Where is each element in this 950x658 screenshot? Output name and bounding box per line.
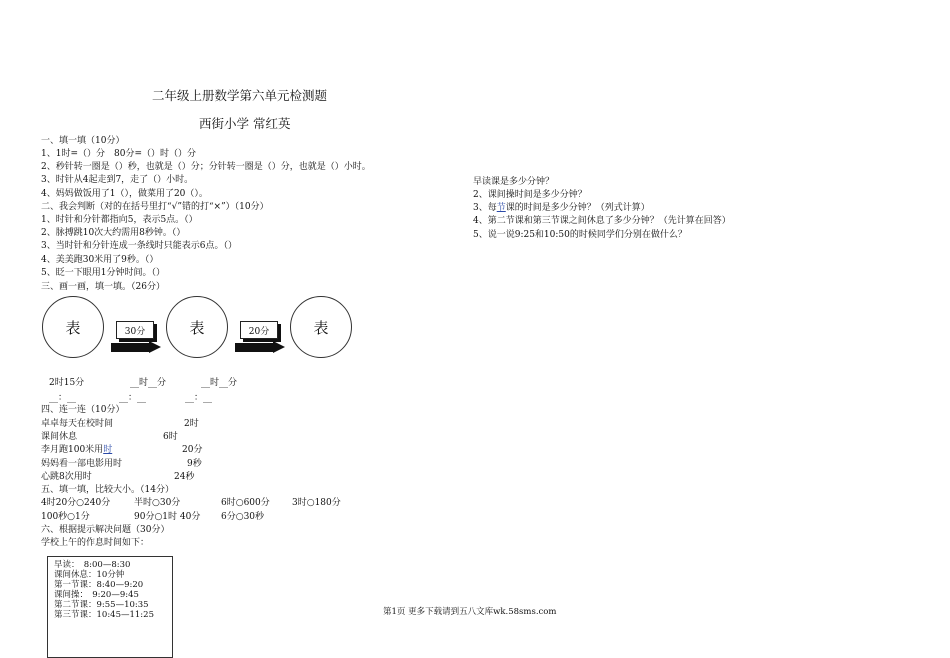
schedule-line: 第三节课：10:45—11:25 — [54, 610, 154, 620]
match-right-item: 20分 — [182, 445, 203, 455]
match-right-item: 9秒 — [187, 459, 202, 469]
compare-item: 3时○180分 — [292, 498, 341, 508]
arrow-shaft-2 — [235, 343, 273, 352]
section2-heading: 二、我会判断（对的在括号里打“√”错的打“×”）（10分） — [41, 202, 269, 212]
link-word: 时 — [103, 445, 113, 455]
right-question-3: 3、每节课的时间是多少分钟？（列式计算） — [473, 203, 650, 213]
compare-item: 半时○30分 — [134, 498, 181, 508]
clock-face-2 — [166, 296, 228, 358]
compare-item: 90分○1时 40分 — [134, 512, 201, 522]
clock-face-1 — [42, 296, 104, 358]
compare-item: 6时○600分 — [221, 498, 270, 508]
interval-box-2 — [240, 321, 278, 339]
section5-heading: 五、填一填，比较大小。（14分） — [41, 485, 174, 495]
section3-heading: 三、画一画，填一填。（26分） — [41, 282, 165, 292]
section2-q3: 3、当时针和分针连成一条线时只能表示6点。（） — [41, 241, 237, 251]
right-question-5: 5、说一说9:25和10:50的时候同学们分别在做什么？ — [473, 230, 687, 240]
digital-blank-2: __：__ — [119, 393, 147, 403]
section2-q2: 2、脉搏跳10次大约需用8秒钟。（） — [41, 228, 186, 238]
clock-face-3 — [290, 296, 352, 358]
schedule-line: 课间休息：10分钟 — [54, 570, 125, 580]
section1-q4: 4、妈妈做饭用了1（），做菜用了20（）。 — [41, 189, 208, 199]
section6-intro: 学校上午的作息时间如下： — [41, 538, 150, 548]
schedule-line: 第一节课：8:40—9:20 — [54, 580, 144, 590]
arrow-right-icon — [149, 341, 161, 353]
interval-label-2: 20分 — [248, 326, 270, 337]
match-right-item: 6时 — [163, 432, 178, 442]
arrow-right-icon — [273, 341, 285, 353]
section1-q2: 2、秒针转一圈是（）秒，也就是（）分；分针转一圈是（）分，也就是（）小时。 — [41, 162, 371, 172]
section1-heading: 一、填一填（10分） — [41, 136, 125, 146]
time-label-1: 2时15分 — [49, 378, 85, 388]
match-left-item: 李月跑100米用时 — [41, 445, 113, 455]
clock-label: 表 — [313, 318, 329, 337]
schedule-line: 课间操： 9:20—9:45 — [54, 590, 139, 600]
compare-item: 100秒○1分 — [41, 512, 90, 522]
page-footer: 第1页 更多下载请到五八文库wk.58sms.com — [383, 607, 557, 617]
interval-box-1 — [116, 321, 154, 339]
match-left-item: 心跳8次用时 — [41, 472, 92, 482]
arrow-shaft-1 — [111, 343, 149, 352]
digital-blank-3: __：__ — [185, 393, 213, 403]
right-question-2: 2、课间操时间是多少分钟？ — [473, 190, 587, 200]
section1-q3: 3、时针从4起走到7，走了（）小时。 — [41, 175, 194, 185]
match-right-item: 2时 — [184, 419, 199, 429]
schedule-line: 早读： 8:00—8:30 — [54, 560, 131, 570]
clock-label: 表 — [189, 318, 205, 337]
section4-heading: 四、连一连（10分） — [41, 405, 125, 415]
match-left-item: 课间休息 — [41, 432, 78, 442]
section1-q1: 1、1时=（）分 80分=（）时（）分 — [41, 149, 196, 159]
time-label-2: __时__分 — [130, 378, 167, 388]
compare-item: 4时20分○240分 — [41, 498, 111, 508]
schedule-line: 第二节课：9:55—10:35 — [54, 600, 149, 610]
schedule-box — [47, 556, 173, 658]
right-question-1: 早读课是多少分钟？ — [473, 177, 555, 187]
time-label-3: __时__分 — [201, 378, 238, 388]
match-right-item: 24秒 — [174, 472, 195, 482]
digital-blank-1: __：__ — [49, 393, 77, 403]
interval-label-1: 30分 — [124, 326, 146, 337]
compare-item: 6分○30秒 — [221, 512, 265, 522]
clock-label: 表 — [65, 318, 81, 337]
page-title: 二年级上册数学第六单元检测题 — [152, 88, 328, 103]
right-question-4: 4、第二节课和第三节课之间休息了多少分钟？（先计算在回答） — [473, 216, 731, 226]
match-left-item: 卓卓每天在校时间 — [41, 419, 114, 429]
link-word: 节 — [496, 203, 506, 213]
section2-q1: 1、时针和分针都指向5，表示5点。（） — [41, 215, 198, 225]
section2-q4: 4、美美跑30米用了9秒。（） — [41, 255, 159, 265]
match-left-item: 妈妈看一部电影用时 — [41, 459, 123, 469]
author-line: 西街小学 常红英 — [199, 116, 291, 131]
section2-q5: 5、眨一下眼用1分钟时间。（） — [41, 268, 165, 278]
section6-heading: 六、根据提示解决问题（30分） — [41, 525, 170, 535]
